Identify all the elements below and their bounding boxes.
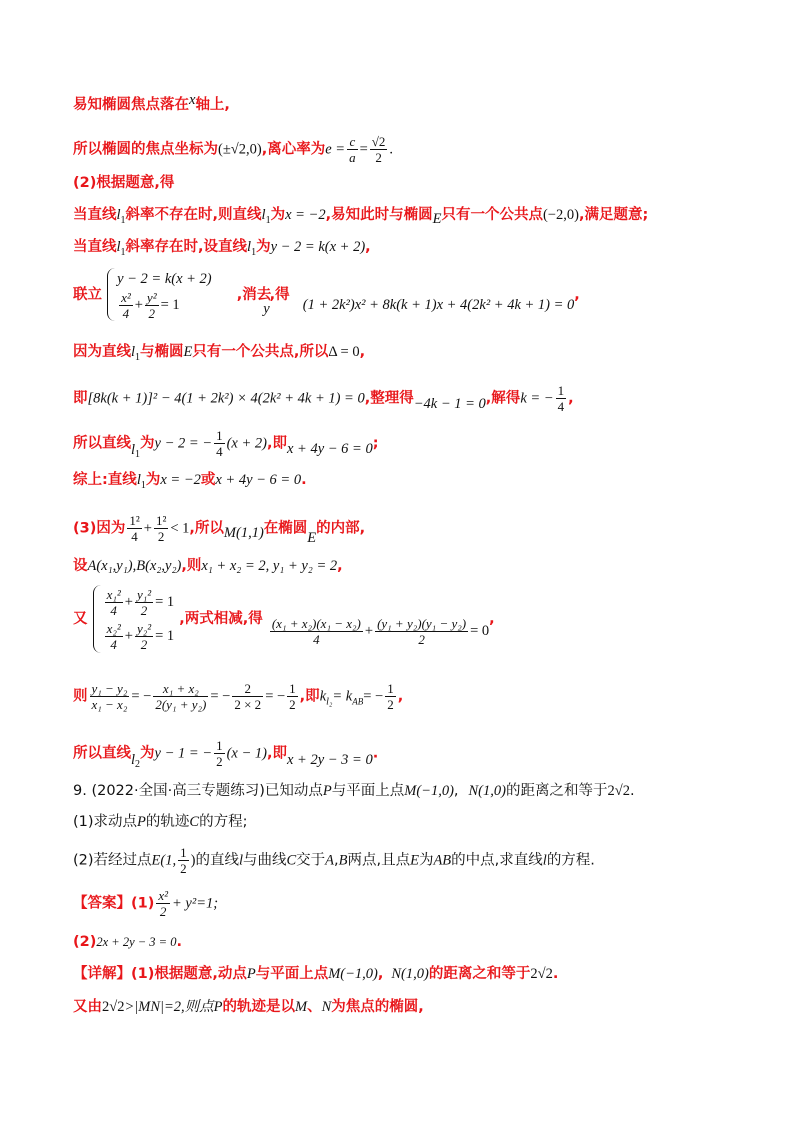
math: e = bbox=[325, 141, 346, 158]
math: (±√2,0) bbox=[218, 141, 262, 158]
text-line-14: 则 $\frac{\text{y₁ − y₂}}{\text{x₁ − x₂}}$ = − $\frac{\text{x₁ + x₂}}{\text{2(y₁ + y₂)}}$ = − $\frac{2}{2 \times 2}$ = − $\frac{1}{2}$ ,即$k_{l_2}= k_{AB}=$ − $\frac{1}{2}$ , bbox=[73, 681, 404, 712]
text-line-15: 所以直线$l_2$为y − 1 = − $\frac{1}{2}$ (x − 1),即x + 2y − 3 = 0. bbox=[73, 738, 379, 771]
text-line-10: 综上:直线$l_1$为x = −2或x + 4y − 6 = 0. bbox=[73, 472, 307, 491]
text-line-7: 因为直线$l_1$与椭圆E只有一个公共点,所以Δ = 0, bbox=[73, 344, 366, 363]
answer-line-1: 【答案】(1) $\frac{\text{x²}}{2}$ + y²=1; bbox=[73, 888, 219, 919]
text-line-12: 设A(x₁,y₁),B(x₂,y₂),则x₁ + x₂ = 2, y₁ + y₂ = 2, bbox=[73, 558, 343, 574]
text-line-9: 所以直线$l_1$为y − 2 = − $\frac{1}{4}$ (x + 2),即x + 4y − 6 = 0; bbox=[73, 428, 379, 461]
text-line-4: 当直线$l_1$斜率不存在时,则直线$l_1$为x = −2,易知此时与椭圆E只有一个公共点(−2,0),满足题意; bbox=[73, 207, 649, 227]
text: ,离心率为 bbox=[261, 141, 326, 158]
text: 易知椭圆焦点落在 bbox=[73, 97, 189, 113]
text-line-11: (3)因为 $\frac{\text{1²}}{4}$ + $\frac{\text{1²}}{2}$ < 1,所以M(1,1)在椭圆E的内部, bbox=[73, 513, 366, 546]
text-line-5: 当直线$l_1$斜率存在时,设直线$l_1$为y − 2 = k(x + 2), bbox=[73, 239, 371, 258]
equation-system: y − 2 = k(x + 2) $\frac{\text{x²}}{4}$ + $\frac{\text{y²}}{2}$ = 1 bbox=[107, 268, 212, 321]
math: . bbox=[389, 141, 394, 158]
equation-system: $\frac{\text{x₁²}}{4}$ + $\frac{\text{y₁²}}{2}$ = 1 $\frac{\text{x₂²}}{4}$ + $\frac{\text{y₂²}}{2}$ = 1 bbox=[93, 585, 175, 653]
question-9-stem: 9. (2022·全国·高三专题练习)已知动点P与平面上点M(−1,0), N(1,0)的距离之和等于2√2. bbox=[73, 783, 635, 799]
text-line-1 bbox=[73, 92, 230, 115]
fraction: $\frac{c}{a}$ bbox=[349, 134, 356, 165]
text: 所以椭圆的焦点坐标为 bbox=[73, 141, 218, 158]
question-9-part-2: (2)若经过点E(1, $\frac{1}{2}$ )的直线l与曲线C交于A,B两点,且点E为AB的中点,求直线l的方程. bbox=[73, 845, 595, 876]
question-9-part-1: (1)求动点P的轨迹C的方程; bbox=[73, 814, 248, 830]
text-line-2 bbox=[73, 134, 393, 165]
detail-line-2: 又由2√2>|MN|=2,则点P的轨迹是以M、N为焦点的椭圆, bbox=[73, 999, 424, 1015]
detail-line-1: 【详解】(1)根据题意,动点P与平面上点M(−1,0), N(1,0)的距离之和等于2√2. bbox=[73, 966, 559, 982]
text-line-3 bbox=[73, 173, 174, 193]
fraction: $\frac{√2}{2}$ bbox=[371, 134, 386, 165]
math: = bbox=[359, 141, 368, 158]
text-line-8: 即[8k(k + 1)]² − 4(1 + 2k²) × 4(2k² + 4k + 1) = 0,整理得−4k − 1 = 0,解得k = − $\frac{1}{4}$ , bbox=[73, 383, 574, 414]
text-line-13: 又 $\frac{\text{x₁²}}{4}$ + $\frac{\text{y₁²}}{2}$ = 1 $\frac{\text{x₂²}}{4}$ + $\frac{\text{y₂²}}{2}$ = 1 ,两式相减,得 $\frac{\text{(x₁ + x₂)(x₁ − x₂)}}{4}$ + $\frac{\text{(y₁ + y₂)(y₁ − y₂)}}{2}$ = 0, bbox=[73, 585, 495, 653]
answer-line-2: (2)2x + 2y − 3 = 0. bbox=[73, 934, 183, 950]
text: 轴上, bbox=[195, 97, 230, 113]
math-var: x bbox=[189, 92, 196, 108]
text: (2)根据题意,得 bbox=[73, 175, 175, 191]
text-line-6: 联立 y − 2 = k(x + 2) $\frac{\text{x²}}{4}$ + $\frac{\text{y²}}{2}$ = 1 ,消去y,得 (1 + 2k²)x² + 8k(k + 1)x + 4(2k² + 4k + 1) = 0, bbox=[73, 268, 580, 321]
